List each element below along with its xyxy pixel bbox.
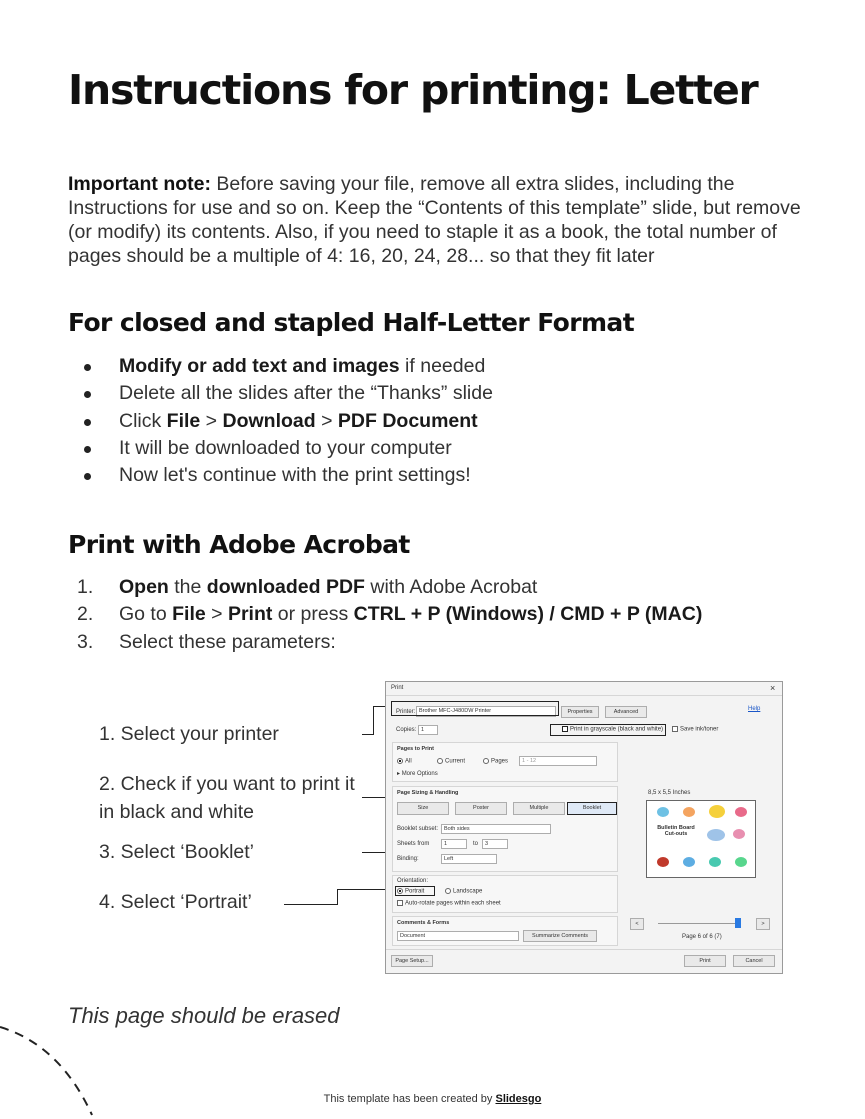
next-page-button[interactable]: > <box>756 918 770 930</box>
preview-sticker-icon <box>733 829 745 839</box>
print-button[interactable]: Print <box>684 955 726 967</box>
list-item <box>68 462 493 489</box>
preview-sticker-icon <box>709 805 725 818</box>
callout-grayscale <box>99 770 355 826</box>
orientation-group <box>392 875 618 913</box>
preview-sticker-icon <box>657 807 669 817</box>
step-text: or press <box>272 603 354 626</box>
preview-sticker-icon <box>707 829 725 841</box>
callout-booklet: 3. Select ‘Booklet’ <box>99 841 255 863</box>
pages-to-print-group <box>392 742 618 782</box>
step-text: Go to <box>119 603 173 626</box>
note-label: Important note: <box>68 173 211 195</box>
printer-value: Brother MFC-J480DW Printer <box>419 708 492 714</box>
page-indicator: Page 6 of 6 (7) <box>682 934 722 940</box>
booklet-subset-label: Booklet subset: <box>397 826 439 832</box>
copies-input[interactable] <box>418 725 438 735</box>
close-icon[interactable]: × <box>770 683 776 693</box>
page-sizing-group <box>392 786 618 872</box>
radio-pages[interactable] <box>483 758 508 765</box>
bullet-text: Delete all the slides after the “Thanks” slide <box>119 382 493 405</box>
auto-rotate-checkbox[interactable] <box>397 900 501 907</box>
dialog-title: Print <box>391 685 404 691</box>
bullet-separator: > <box>315 409 338 432</box>
step-number: 2. <box>77 603 94 626</box>
auto-rotate-label: Auto-rotate pages within each sheet <box>405 900 501 907</box>
checkbox-unchecked[interactable] <box>672 726 678 732</box>
radio-all[interactable] <box>397 758 412 765</box>
comments-forms-label: Comments & Forms <box>397 920 450 926</box>
page-title: Instructions for printing: Letter <box>68 66 758 114</box>
page-slider-track[interactable] <box>658 923 738 924</box>
sheets-to-input[interactable] <box>482 839 508 849</box>
cancel-button[interactable]: Cancel <box>733 955 775 967</box>
binding-label: Binding: <box>397 856 419 862</box>
step-text: Select these parameters: <box>119 630 336 653</box>
preview-title <box>651 825 701 837</box>
step-text: the <box>168 576 207 598</box>
bullet-separator: > <box>200 409 223 432</box>
summarize-comments-button[interactable]: Summarize Comments <box>523 930 597 942</box>
bullet-bold-download: Download <box>222 409 316 432</box>
portrait-highlight <box>395 886 435 896</box>
bullet-text: if needed <box>399 355 486 377</box>
step-bold: downloaded PDF <box>206 576 365 598</box>
connector-line-portrait <box>337 889 338 905</box>
preview-sticker-icon <box>657 857 669 867</box>
list-item <box>68 601 702 628</box>
half-letter-steps-list <box>68 353 493 489</box>
preview-title-line1: Bulletin Board <box>657 825 695 831</box>
binding-value: Left <box>444 856 454 862</box>
callout-select-printer: 1. Select your printer <box>99 723 279 745</box>
properties-button[interactable]: Properties <box>561 706 599 718</box>
page-slider-thumb[interactable] <box>735 918 741 928</box>
radio-selected[interactable] <box>397 758 403 764</box>
footer-credit <box>0 1093 865 1105</box>
page-setup-button[interactable]: Page Setup... <box>391 955 433 967</box>
title-divider <box>386 695 782 696</box>
section-heading-half-letter: For closed and stapled Half-Letter Format <box>68 308 635 337</box>
footer-text: This template has been created by <box>323 1093 496 1105</box>
step-text: > <box>205 603 228 626</box>
booklet-subset-value: Both sides <box>444 826 470 832</box>
radio-unselected[interactable] <box>437 758 443 764</box>
print-dialog <box>385 681 783 974</box>
preview-sticker-icon <box>735 857 747 867</box>
acrobat-steps-list <box>68 574 702 656</box>
step-bold: CTRL + P (Windows) / CMD + P (MAC) <box>353 603 703 626</box>
sheets-to-value: 3 <box>485 841 489 847</box>
radio-pages-label: Pages <box>491 758 509 765</box>
size-button[interactable]: Size <box>397 802 449 815</box>
step-text: with Adobe Acrobat <box>364 576 538 598</box>
important-note <box>68 172 808 268</box>
list-item <box>68 629 702 656</box>
portrait-label: Portrait <box>405 888 425 895</box>
preview-title-line2: Cut-outs <box>664 831 688 837</box>
advanced-button[interactable]: Advanced <box>605 706 647 718</box>
slidesgo-link[interactable]: Slidesgo <box>495 1093 542 1105</box>
list-item <box>68 353 493 380</box>
step-number: 1. <box>77 576 94 598</box>
radio-unselected[interactable] <box>483 758 489 764</box>
section-heading-acrobat: Print with Adobe Acrobat <box>68 530 410 559</box>
sheets-from-label: Sheets from <box>397 841 430 847</box>
grayscale-highlight <box>550 724 666 736</box>
step-bold: File <box>172 603 206 626</box>
preview-sticker-icon <box>683 857 695 867</box>
checkbox-unchecked[interactable] <box>397 900 403 906</box>
step-bold: Print <box>227 603 273 626</box>
multiple-button[interactable]: Multiple <box>513 802 565 815</box>
grayscale-label: Print in grayscale (black and white) <box>570 726 664 733</box>
list-item <box>68 380 493 407</box>
radio-current-label: Current <box>445 758 466 765</box>
radio-current[interactable] <box>437 758 465 765</box>
radio-landscape[interactable] <box>445 888 482 895</box>
save-ink-label: Save ink/toner <box>680 726 719 733</box>
printer-label: Printer: <box>396 709 416 715</box>
callout-portrait: 4. Select ‘Portrait’ <box>99 891 252 913</box>
preview-size-label: 8,5 x 5,5 Inches <box>648 790 691 796</box>
list-item <box>68 408 493 435</box>
copies-label: Copies: <box>396 727 417 733</box>
list-item <box>68 435 493 462</box>
help-link[interactable]: Help <box>748 706 761 712</box>
bullet-bold-text: Modify or add text and images <box>119 355 400 377</box>
radio-all-label: All <box>405 758 412 765</box>
callout-grayscale-line1: 2. Check if you want to print it <box>99 773 355 795</box>
bullet-text: It will be downloaded to your computer <box>119 436 452 459</box>
footer-divider <box>386 949 782 950</box>
prev-page-button[interactable]: < <box>630 918 644 930</box>
booklet-subset-select[interactable] <box>441 824 551 834</box>
connector-line-printer <box>373 706 374 735</box>
bullet-text: Click <box>119 409 167 432</box>
callout-grayscale-line2: in black and white <box>99 801 255 823</box>
save-ink-checkbox[interactable] <box>672 726 718 733</box>
copies-value: 1 <box>421 727 425 733</box>
pages-range-value: 1 - 12 <box>522 758 537 764</box>
step-bold: Open <box>119 576 169 598</box>
more-options-toggle[interactable]: ▸ More Options <box>397 771 438 777</box>
booklet-preview <box>646 800 756 878</box>
more-options-label: More Options <box>401 771 438 777</box>
bullet-text: Now let's continue with the print settings! <box>119 464 471 487</box>
preview-sticker-icon <box>709 857 721 867</box>
bullet-bold-file: File <box>166 409 201 432</box>
list-item <box>68 574 702 601</box>
landscape-label: Landscape <box>453 888 483 895</box>
connector-line-portrait <box>284 904 338 905</box>
step-number: 3. <box>77 630 94 653</box>
comments-select[interactable] <box>397 931 519 941</box>
preview-sticker-icon <box>683 807 695 817</box>
sheets-to-label: to <box>473 841 479 847</box>
pages-to-print-label: Pages to Print <box>397 746 434 752</box>
page-sizing-label: Page Sizing & Handling <box>397 790 459 796</box>
binding-select[interactable] <box>441 854 497 864</box>
note-text: Before saving your file, remove all extra slides, including the Instructions for use and so on. Keep the “Contents of this template” slide, but remove (or modify) its contents. Also, if you need to staple it as a book, the total number of pages should be a multiple of 4: 16, 20, 24, 28... so that they fit later <box>68 173 801 267</box>
booklet-button[interactable]: Booklet <box>567 802 617 815</box>
pages-range-input[interactable] <box>519 756 597 766</box>
orientation-label: Orientation: <box>397 878 429 884</box>
printer-highlight <box>391 701 559 716</box>
comments-value: Document <box>400 933 426 939</box>
poster-button[interactable]: Poster <box>455 802 507 815</box>
sheets-from-value: 1 <box>444 841 448 847</box>
sheets-from-input[interactable] <box>441 839 467 849</box>
bullet-bold-pdf: PDF Document <box>337 409 478 432</box>
comments-forms-group <box>392 916 618 946</box>
radio-unselected[interactable] <box>445 888 451 894</box>
erase-note: This page should be erased <box>68 1003 340 1028</box>
preview-sticker-icon <box>735 807 747 817</box>
